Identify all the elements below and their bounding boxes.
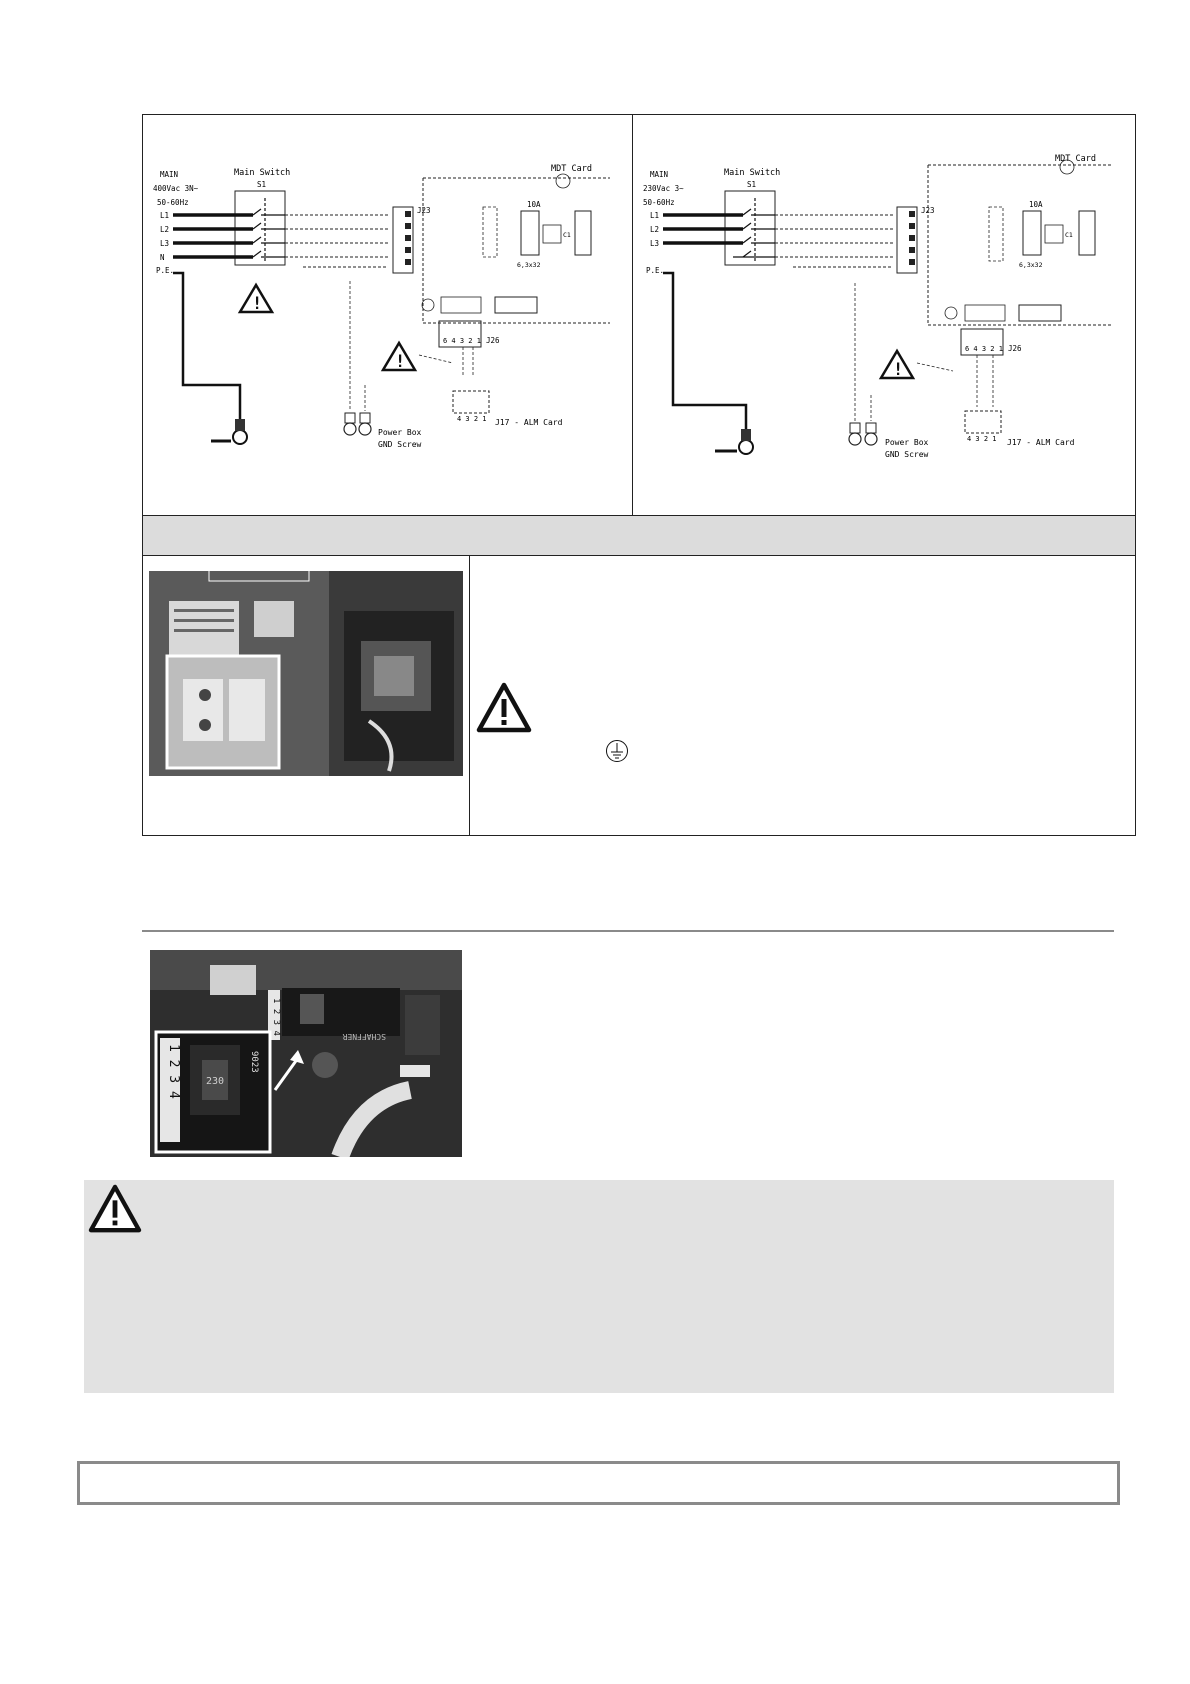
fuse-rating: 10A — [1029, 200, 1043, 209]
svg-text:!: ! — [395, 352, 406, 372]
fuse-rating: 10A — [527, 200, 541, 209]
switch-ref: S1 — [257, 180, 267, 189]
line-label-l3: L3 — [160, 239, 170, 248]
mdt-card-label: MDT Card — [1055, 154, 1096, 164]
j26-label: J26 — [486, 336, 500, 345]
fuse-size: 6,3x32 — [1019, 261, 1043, 269]
j23-label: J23 — [417, 206, 431, 215]
line-label-l2: L2 — [650, 225, 660, 234]
switch-title: Main Switch — [234, 168, 291, 178]
pe-label: P.E. — [646, 266, 665, 275]
j26-label: J26 — [1008, 344, 1022, 353]
freq-label: 50-60Hz — [157, 198, 189, 207]
c1-label: C1 — [1065, 231, 1073, 239]
gnd-screw-label: GND Screw — [378, 440, 422, 449]
pe-wire — [663, 273, 746, 431]
line-label-l1: L1 — [650, 211, 660, 220]
section-header-bar — [143, 515, 1135, 556]
j26-pins: 6 4 3 2 1 — [965, 345, 1003, 353]
filter-board-photo — [150, 950, 462, 1157]
line-label-l1: L1 — [160, 211, 170, 220]
mdt-card-outline — [423, 178, 610, 323]
warning-triangle-icon — [881, 351, 913, 380]
mdt-card-label: MDT Card — [551, 164, 592, 174]
pe-label: P.E. — [156, 266, 175, 275]
switch-ref: S1 — [747, 180, 757, 189]
freq-label: 50-60Hz — [643, 198, 675, 207]
diagram-230vac — [633, 115, 1135, 515]
j17-connector — [453, 391, 489, 413]
warning-triangle-icon — [88, 1184, 142, 1234]
line-label-l3: L3 — [650, 239, 660, 248]
c1-label: C1 — [563, 231, 571, 239]
main-label: MAIN — [160, 170, 179, 179]
mdt-card-outline — [928, 165, 1113, 325]
wiring-diagram-230vac-svg — [633, 115, 1135, 515]
svg-text:!: ! — [893, 360, 904, 380]
j17-label: J17 - ALM Card — [1007, 438, 1075, 447]
supply-label: 400Vac 3N~ — [153, 184, 199, 193]
line-label-n: N — [160, 253, 165, 262]
text-cell — [470, 556, 1135, 835]
supply-wires — [173, 215, 253, 257]
main-label: MAIN — [650, 170, 669, 179]
wiring-diagrams-frame — [142, 114, 1136, 836]
warning-note-box — [84, 1180, 1114, 1393]
warning-triangle-icon — [476, 682, 532, 734]
section-title-box — [77, 1461, 1120, 1505]
pe-wire — [173, 273, 240, 421]
part-number: 9023 — [249, 1051, 259, 1073]
gnd-screw-label: GND Screw — [885, 450, 929, 459]
fuse-size: 6,3x32 — [517, 261, 541, 269]
power-box-photo-svg — [149, 571, 463, 776]
j17-pins: 4 3 2 1 — [967, 435, 997, 443]
warning-triangle-icon — [383, 343, 415, 372]
j23-label: J23 — [921, 206, 935, 215]
section-divider — [142, 930, 1114, 932]
supply-label: 230Vac 3~ — [643, 184, 684, 193]
svg-text:!: ! — [252, 294, 263, 314]
switch-contacts — [253, 198, 285, 261]
brand-label: SCHAFFNER — [342, 1032, 386, 1041]
inset-value: 230 — [206, 1076, 225, 1087]
j23-wires — [775, 215, 893, 267]
power-box-photo — [149, 571, 463, 776]
j17-connector — [965, 411, 1001, 433]
j17-pins: 4 3 2 1 — [457, 415, 487, 423]
line-label-l2: L2 — [160, 225, 170, 234]
filter-board-photo-svg — [150, 950, 462, 1157]
power-box-label: Power Box — [885, 438, 929, 447]
j17-label: J17 - ALM Card — [495, 418, 563, 427]
j26-pins: 6 4 3 2 1 — [443, 337, 481, 345]
terminal-numbers: 1 2 3 4 — [166, 1044, 181, 1099]
supply-wires — [663, 215, 743, 243]
switch-title: Main Switch — [724, 168, 781, 178]
protective-earth-icon — [605, 739, 629, 763]
photo-cell — [143, 556, 470, 835]
warning-triangle-icon — [240, 285, 272, 314]
wiring-diagram-400vac-svg — [143, 115, 632, 515]
diagram-400vac — [143, 115, 633, 515]
j23-wires — [285, 215, 388, 267]
power-box-label: Power Box — [378, 428, 422, 437]
terminal-numbers-small: 1 2 3 4 — [271, 998, 281, 1036]
